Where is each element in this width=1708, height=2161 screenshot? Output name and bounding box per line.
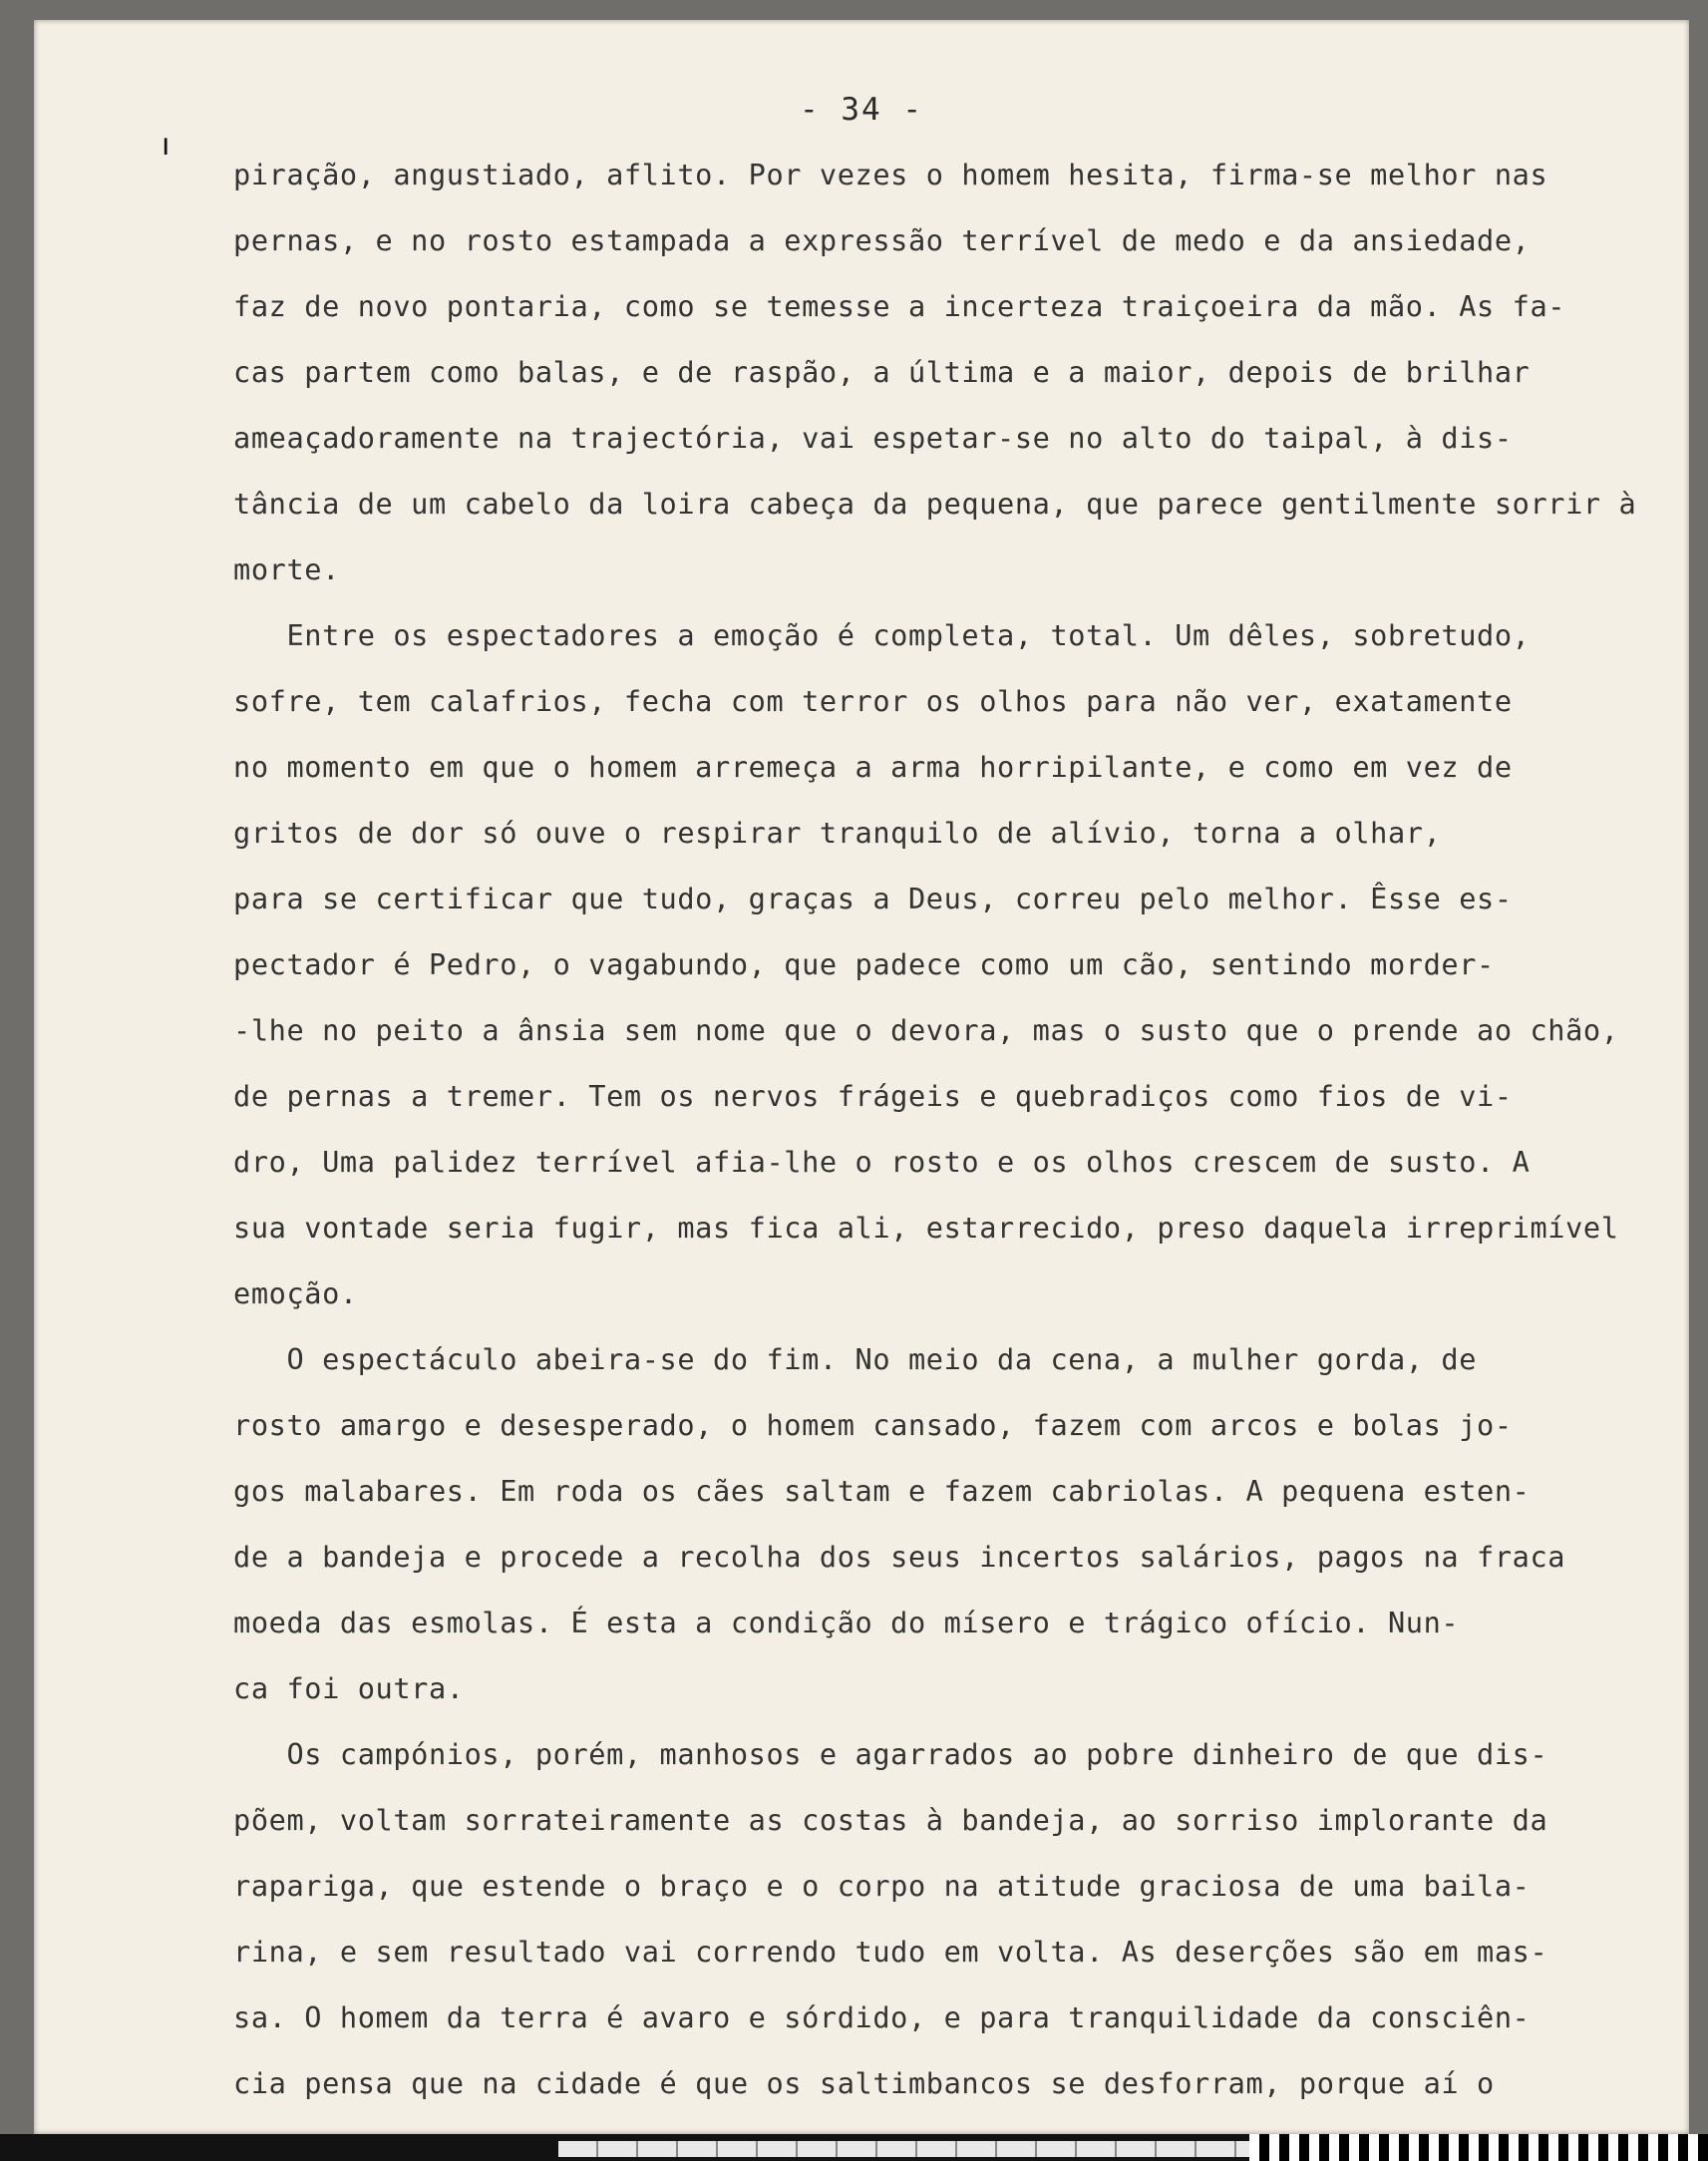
text-line-26: põem, voltam sorrateiramente as costas à bandeja, ao sorriso implorante da <box>233 1803 1548 1837</box>
text-line-12: para se certificar que tudo, graças a Deus, correu pelo melhor. Êsse es- <box>233 882 1513 915</box>
text-line-22: de a bandeja e procede a recolha dos seus incertos salários, pagos na fraca <box>233 1540 1566 1574</box>
text-line-17: sua vontade seria fugir, mas fica ali, estarrecido, preso daquela irreprimível <box>233 1211 1619 1245</box>
text-line-24: ca foi outra. <box>233 1671 465 1705</box>
page-number: - 34 - <box>800 92 923 128</box>
text-line-5: ameaçadoramente na trajectória, vai espetar-se no alto do taipal, à dis- <box>233 421 1513 455</box>
text-line-23: moeda das esmolas. É esta a condição do mísero e trágico ofício. Nun- <box>233 1606 1460 1639</box>
scan-color-ruler <box>0 2134 1708 2161</box>
text-line-15: de pernas a tremer. Tem os nervos frágeis e quebradiços como fios de vi- <box>233 1079 1513 1113</box>
text-line-27: rapariga, que estende o braço e o corpo na atitude graciosa de uma baila- <box>233 1869 1531 1903</box>
text-line-14: -lhe no peito a ânsia sem nome que o devora, mas o susto que o prende ao chão, <box>233 1013 1619 1047</box>
text-line-13: pectador é Pedro, o vagabundo, que padece como um cão, sentindo morder- <box>233 947 1495 981</box>
ruler-checker <box>1249 2134 1708 2161</box>
manuscript-page <box>34 20 1689 2134</box>
text-line-19: O espectáculo abeira-se do fim. No meio da cena, a mulher gorda, de <box>233 1342 1478 1376</box>
text-line-7: morte. <box>233 552 340 586</box>
text-line-29: sa. O homem da terra é avaro e sórdido, e para tranquilidade da consciên- <box>233 2000 1531 2034</box>
text-line-2: pernas, e no rosto estampada a expressão terrível de medo e da ansiedade, <box>233 223 1531 257</box>
text-line-3: faz de novo pontaria, como se temesse a incerteza traiçoeira da mão. As fa- <box>233 289 1566 323</box>
text-line-25: Os campónios, porém, manhosos e agarrados ao pobre dinheiro de que dis- <box>233 1737 1548 1771</box>
text-line-16: dro, Uma palidez terrível afia-lhe o rosto e os olhos crescem de susto. A <box>233 1145 1531 1179</box>
text-line-9: sofre, tem calafrios, fecha com terror os olhos para não ver, exatamente <box>233 684 1513 718</box>
text-line-20: rosto amargo e desesperado, o homem cansado, fazem com arcos e bolas jo- <box>233 1408 1513 1442</box>
text-line-11: gritos de dor só ouve o respirar tranquilo de alívio, torna a olhar, <box>233 816 1442 850</box>
text-line-6: tância de um cabelo da loira cabeça da pequena, que parece gentilmente sorrir à <box>233 487 1637 521</box>
margin-mark: ı <box>162 128 171 163</box>
text-line-28: rina, e sem resultado vai correndo tudo em volta. As deserções são em mas- <box>233 1935 1548 1969</box>
text-line-21: gos malabares. Em roda os cães saltam e fazem cabriolas. A pequena esten- <box>233 1474 1531 1508</box>
text-line-30: cia pensa que na cidade é que os saltimbancos se desforram, porque aí o <box>233 2066 1495 2100</box>
text-line-4: cas partem como balas, e de raspão, a última e a maior, depois de brilhar <box>233 355 1531 389</box>
text-line-18: emoção. <box>233 1276 358 1310</box>
text-line-8: Entre os espectadores a emoção é completa, total. Um dêles, sobretudo, <box>233 618 1531 652</box>
text-line-1: piração, angustiado, aflito. Por vezes o homem hesita, firma-se melhor nas <box>233 158 1548 191</box>
text-line-10: no momento em que o homem arremeça a arma horripilante, e como em vez de <box>233 750 1513 784</box>
